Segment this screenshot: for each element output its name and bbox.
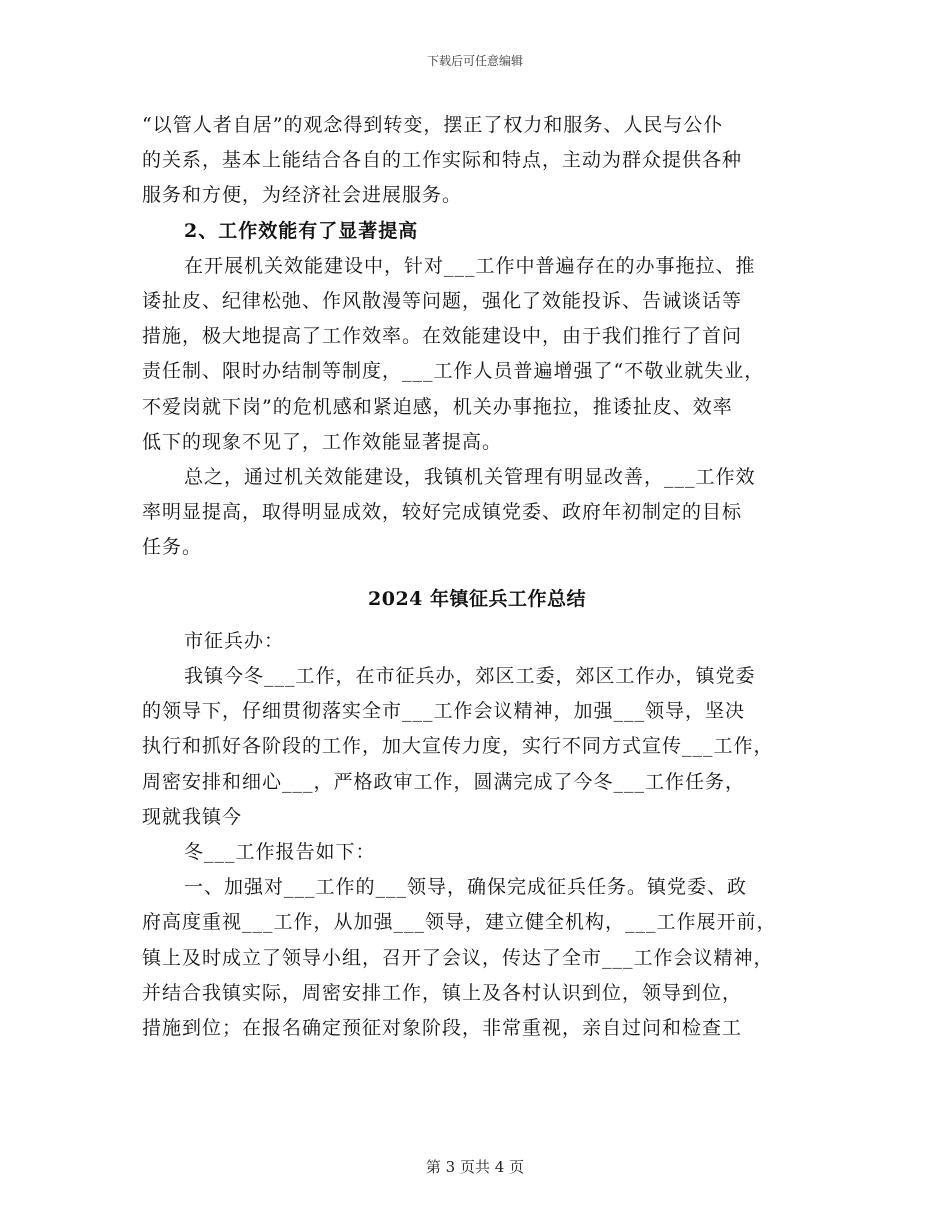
text-line: 的关系，基本上能结合各自的工作实际和特点，主动为群众提供各种 <box>142 149 743 172</box>
salutation: 市征兵办： <box>184 629 285 652</box>
text-line: 我镇今冬___工作，在市征兵办，郊区工委，郊区工作办，镇党委 <box>184 665 756 688</box>
text-line: 任务。 <box>142 536 203 559</box>
text-line: 并结合我镇实际，周密安排工作，镇上及各村认识到位，领导到位， <box>142 981 743 1004</box>
text-line: 冬___工作报告如下： <box>184 841 376 864</box>
text-line: “以管人者自居”的观念得到转变，摆正了权力和服务、人民与公仆 <box>142 114 724 136</box>
text-line: 一、加强对___工作的___领导，确保完成征兵任务。镇党委、政 <box>184 876 748 899</box>
page-footer: 第 3 页共 4 页 <box>425 1158 525 1176</box>
text-line: 现就我镇今 <box>142 805 243 828</box>
paragraph-leadership <box>142 870 812 1046</box>
page-header: 下载后可任意编辑 <box>426 54 523 68</box>
text-line: 责任制、限时办结制等制度，___工作人员普遍增强了“不敬业就失业， <box>142 360 765 383</box>
text-line: 府高度重视___工作，从加强___领导，建立健全机构，___工作展开前， <box>142 911 777 934</box>
document-body <box>142 108 812 1046</box>
text-line: 措施到位；在报名确定预征对象阶段，非常重视，亲自过问和检查工 <box>142 1017 743 1040</box>
text-line: 低下的现象不见了，工作效能显著提高。 <box>142 430 503 453</box>
text-line: 率明显提高，取得明显成效，较好完成镇党委、政府年初制定的目标 <box>142 501 743 524</box>
text-line: 总之，通过机关效能建设，我镇机关管理有明显改善，___工作效 <box>184 466 756 489</box>
text-line: 不爱岗就下岗”的危机感和紧迫感，机关办事拖拉，推诿扯皮、效率 <box>142 395 733 418</box>
text-line: 的领导下，仔细贯彻落实全市___工作会议精神，加强___领导，坚决 <box>142 700 746 723</box>
paragraph-intro <box>142 659 812 835</box>
text-line: 执行和抓好各阶段的工作，加大宣传力度，实行不同方式宣传___工作， <box>142 735 774 758</box>
text-line: 周密安排和细心___，严格政审工作，圆满完成了今冬___工作任务， <box>142 770 746 793</box>
paragraph-summary <box>142 460 812 566</box>
text-line: 服务和方便，为经济社会进展服务。 <box>142 184 463 207</box>
text-line: 在开展机关效能建设中，针对___工作中普遍存在的办事拖拉、推 <box>184 254 756 277</box>
section-heading: 2、工作效能有了显著提高 <box>184 219 419 242</box>
text-line: 措施，极大地提高了工作效率。在效能建设中，由于我们推行了首问 <box>142 325 743 348</box>
document-title: 2024 年镇征兵工作总结 <box>368 587 586 610</box>
text-line: 镇上及时成立了领导小组，召开了会议，传达了全市___工作会议精神， <box>142 946 774 969</box>
paragraph-continuation <box>142 108 812 214</box>
text-line: 诿扯皮、纪律松弛、作风散漫等问题，强化了效能投诉、告诫谈话等 <box>142 290 743 313</box>
paragraph-efficiency <box>142 249 812 460</box>
